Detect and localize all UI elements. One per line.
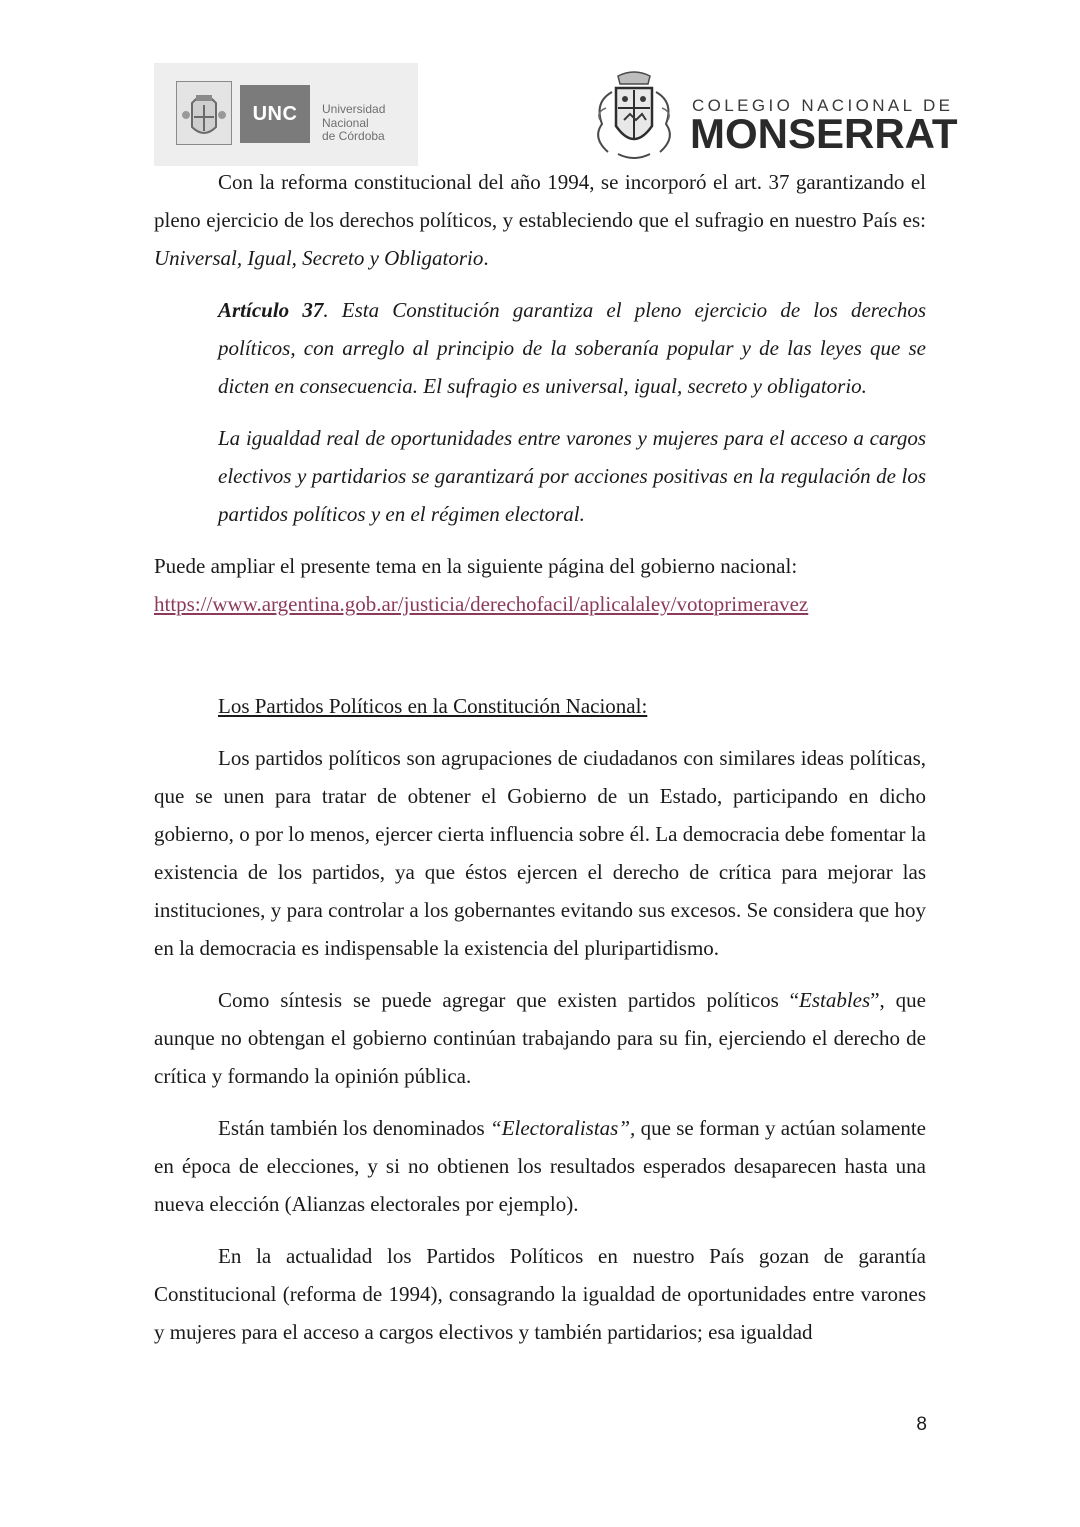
page-header [0, 0, 1080, 170]
paragraph-electoral-parties [154, 1109, 926, 1223]
paragraph-text: Con la reforma constitucional del año 1994, se incorporó el art. 37 garantizando el pleno ejercicio de los derechos políticos, y estableciendo que el sufragio en nuestro País es: [154, 170, 926, 232]
page-number: 8 [916, 1414, 927, 1435]
paragraph-stable-parties [154, 981, 926, 1095]
unc-logo [154, 63, 418, 166]
quote-equality: La igualdad real de oportunidades entre varones y mujeres para el acceso a cargos electivos y partidarios se garantizará por acciones positivas en la regulación de los partidos políticos y en el régimen electoral. [218, 426, 926, 526]
paragraph-link-intro [154, 547, 926, 623]
monserrat-subtitle: COLEGIO NACIONAL DE [692, 96, 954, 115]
paragraph-current-status: En la actualidad los Partidos Políticos en nuestro País gozan de garantía Constitucional (reforma de 1994), consagrando la igualdad de oportunidades entre varones y mujeres para el acceso a cargos electivos y también partidarios; esa igualdad [154, 1244, 926, 1344]
unc-full-name [322, 103, 414, 144]
term-stable: Estables [799, 988, 871, 1012]
term-electoralist: “Electoralistas”, [490, 1116, 636, 1140]
unc-seal-icon [176, 81, 232, 145]
paragraph-text: ”, que aunque no obtengan el gobierno continúan trabajando para su fin, ejerciendo el derecho de crítica y formando la opinión pública. [154, 988, 926, 1088]
quote-article-37 [218, 291, 926, 405]
monserrat-title: MONSERRAT [690, 110, 958, 157]
article-label: Artículo 37 [218, 298, 324, 322]
government-link[interactable]: https://www.argentina.gob.ar/justicia/derechofacil/aplicalaley/votoprimeravez [154, 592, 809, 616]
paragraph-text: Como síntesis se puede agregar que existen partidos políticos “ [218, 988, 800, 1012]
monserrat-logo [588, 68, 958, 164]
paragraph-definition: Los partidos políticos son agrupaciones de ciudadanos con similares ideas políticas, que se unen para tratar de obtener el Gobierno de un Estado, participando en dicho gobierno, o por lo menos, ejercer cierta influencia sobre él. La democracia debe fomentar la existencia de los partidos, ya que éstos ejercen el derecho de crítica para mejorar las instituciones, y para controlar a los gobernantes evitando sus excesos. Se considera que hoy en la democracia es indispensable la existencia del pluripartidismo. [154, 746, 926, 960]
unc-abbrev: UNC [240, 85, 310, 143]
suffrage-characteristics: Universal, Igual, Secreto y Obligatorio [154, 246, 484, 270]
unc-name-line: de Córdoba [322, 129, 385, 143]
paragraph-text: Están también los denominados [218, 1116, 491, 1140]
monserrat-crest-icon [588, 68, 680, 164]
section-heading: Los Partidos Políticos en la Constitución Nacional: [218, 694, 648, 718]
document-body [154, 163, 926, 1351]
unc-name-line: Universidad [322, 102, 386, 116]
link-intro-text: Puede ampliar el presente tema en la siguiente página del gobierno nacional: [154, 554, 798, 578]
paragraph-text: que se forman y actúan solamente en época de elecciones, y si no obtienen los resultados esperados desaparecen hasta una nueva elección (Alianzas electorales por ejemplo). [154, 1116, 927, 1216]
paragraph-reform [154, 163, 926, 277]
unc-name-line: Nacional [322, 115, 369, 130]
quote-text: . Esta Constitución garantiza el pleno ejercicio de los derechos políticos, con arreglo al principio de la soberanía popular y de las leyes que se dicten en consecuencia. El sufragio es universal, igual, secreto y obligatorio. [218, 298, 926, 398]
paragraph-end: . [483, 246, 489, 270]
